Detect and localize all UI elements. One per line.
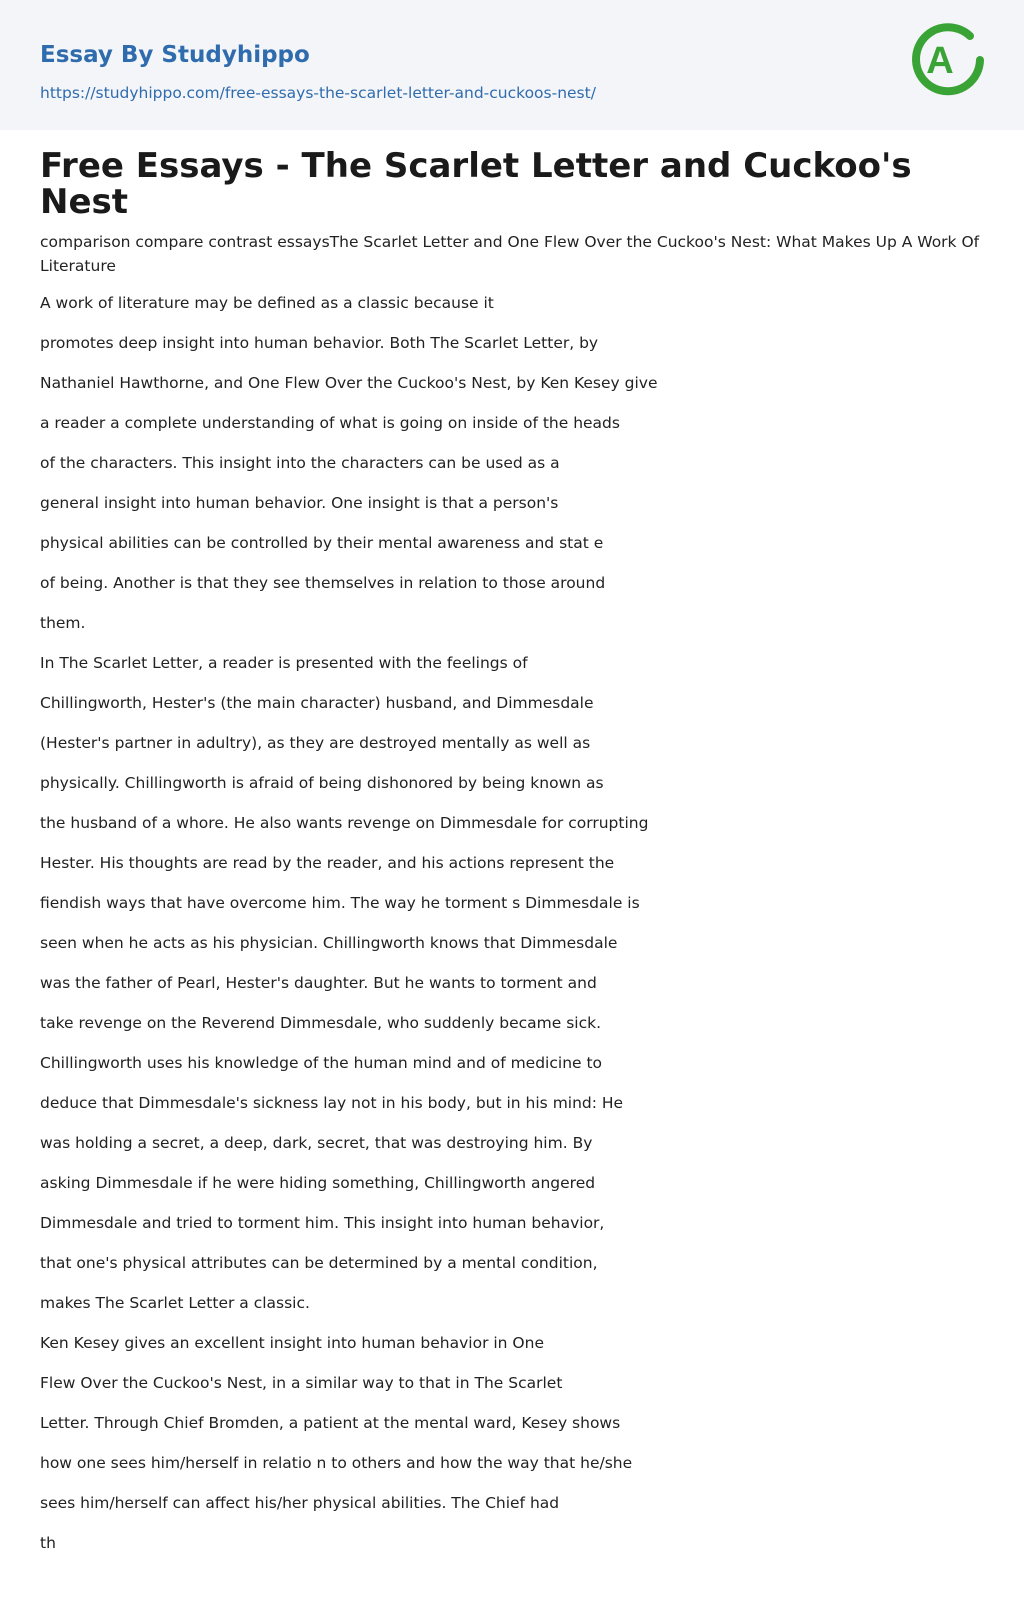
essay-body [40, 291, 980, 1571]
essay-line: was the father of Pearl, Hester's daughter. But he wants to torment and [40, 974, 597, 992]
essay-line: the husband of a whore. He also wants revenge on Dimmesdale for corrupting [40, 814, 649, 832]
essay-line: Hester. His thoughts are read by the reader, and his actions represent the [40, 854, 615, 872]
essay-line: a reader a complete understanding of what is going on inside of the heads [40, 414, 620, 432]
essay-line: physical abilities can be controlled by their mental awareness and stat e [40, 534, 604, 552]
essay-line: how one sees him/herself in relatio n to others and how the way that he/she [40, 1454, 633, 1472]
site-brand[interactable]: Essay By Studyhippo [40, 42, 310, 68]
essay-line: general insight into human behavior. One insight is that a person's [40, 494, 559, 512]
essay-line: seen when he acts as his physician. Chillingworth knows that Dimmesdale [40, 934, 618, 952]
page-title: Free Essays - The Scarlet Letter and Cuckoo's Nest [40, 146, 912, 222]
essay-line: was holding a secret, a deep, dark, secret, that was destroying him. By [40, 1134, 593, 1152]
essay-line: In The Scarlet Letter, a reader is presented with the feelings of [40, 654, 528, 672]
essay-line: Flew Over the Cuckoo's Nest, in a similar way to that in The Scarlet [40, 1374, 563, 1392]
essay-line: Letter. Through Chief Bromden, a patient at the mental ward, Kesey shows [40, 1414, 621, 1432]
essay-line: deduce that Dimmesdale's sickness lay not in his body, but in his mind: He [40, 1094, 624, 1112]
essay-line: Ken Kesey gives an excellent insight into human behavior in One [40, 1334, 544, 1352]
essay-line: Chillingworth, Hester's (the main character) husband, and Dimmesdale [40, 694, 594, 712]
essay-line: Nathaniel Hawthorne, and One Flew Over the Cuckoo's Nest, by Ken Kesey give [40, 374, 658, 392]
essay-line: physically. Chillingworth is afraid of being dishonored by being known as [40, 774, 604, 792]
essay-line: Chillingworth uses his knowledge of the human mind and of medicine to [40, 1054, 603, 1072]
essay-line: them. [40, 614, 86, 632]
essay-line: A work of literature may be defined as a classic because it [40, 294, 494, 312]
studyhippo-a-logo-icon[interactable] [908, 18, 992, 102]
essay-line: of the characters. This insight into the characters can be used as a [40, 454, 560, 472]
page-url-link[interactable]: https://studyhippo.com/free-essays-the-scarlet-letter-and-cuckoos-nest/ [40, 84, 596, 102]
essay-line: th [40, 1534, 56, 1552]
essay-line: (Hester's partner in adultry), as they are destroyed mentally as well as [40, 734, 591, 752]
essay-line: fiendish ways that have overcome him. The way he torment s Dimmesdale is [40, 894, 640, 912]
essay-line: take revenge on the Reverend Dimmesdale, who suddenly became sick. [40, 1014, 602, 1032]
site-header [0, 0, 1024, 130]
essay-line: sees him/herself can affect his/her physical abilities. The Chief had [40, 1494, 560, 1512]
essay-line: Dimmesdale and tried to torment him. This insight into human behavior, [40, 1214, 605, 1232]
logo-letter: A [926, 40, 954, 82]
essay-line: asking Dimmesdale if he were hiding something, Chillingworth angered [40, 1174, 596, 1192]
essay-line: promotes deep insight into human behavior. Both The Scarlet Letter, by [40, 334, 599, 352]
essay-subtitle: comparison compare contrast essaysThe Scarlet Letter and One Flew Over the Cuckoo's Nest: What Makes Up A Work Of Literature [40, 233, 980, 275]
essay-line: of being. Another is that they see themselves in relation to those around [40, 574, 606, 592]
essay-line: that one's physical attributes can be determined by a mental condition, [40, 1254, 598, 1272]
essay-line: makes The Scarlet Letter a classic. [40, 1294, 310, 1312]
